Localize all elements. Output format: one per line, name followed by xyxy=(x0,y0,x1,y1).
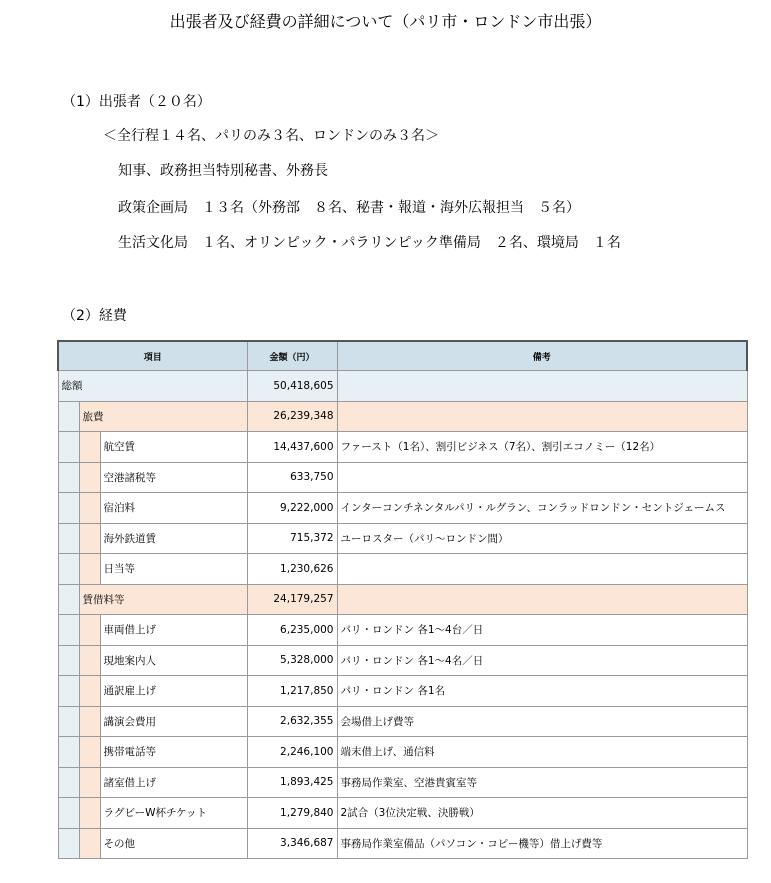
row-label: 車両借上げ xyxy=(100,615,247,646)
row-amount: 2,246,100 xyxy=(247,737,337,768)
indent-cell xyxy=(79,798,100,829)
header-note: 備考 xyxy=(337,341,747,371)
row-note: 事務局作業室備品（パソコン・コピー機等）借上げ費等 xyxy=(337,828,747,859)
table-row xyxy=(58,615,747,646)
indent-cell xyxy=(79,523,100,554)
row-amount: 1,230,626 xyxy=(247,554,337,585)
row-label: 宿泊料 xyxy=(100,493,247,524)
indent-cell xyxy=(79,828,100,859)
indent-cell xyxy=(79,615,100,646)
row-note: パリ・ロンドン 各1～4名／日 xyxy=(337,645,747,676)
travelers-line-3: 生活文化局 １名、オリンピック・パラリンピック準備局 ２名、環境局 １名 xyxy=(118,235,621,251)
indent-cell xyxy=(58,401,79,432)
table-row xyxy=(58,798,747,829)
table-row xyxy=(58,706,747,737)
section2-heading: （2）経費 xyxy=(62,308,127,324)
row-amount: 9,222,000 xyxy=(247,493,337,524)
indent-cell xyxy=(58,767,79,798)
row-amount: 6,235,000 xyxy=(247,615,337,646)
indent-cell xyxy=(79,462,100,493)
table-header-row xyxy=(58,341,747,371)
row-note: 端末借上げ、通信料 xyxy=(337,737,747,768)
row-amount: 14,437,600 xyxy=(247,432,337,463)
indent-cell xyxy=(58,554,79,585)
indent-cell xyxy=(58,737,79,768)
indent-cell xyxy=(58,676,79,707)
row-label: 空港諸税等 xyxy=(100,462,247,493)
indent-cell xyxy=(58,493,79,524)
table-row-group xyxy=(58,584,747,615)
row-note xyxy=(337,401,747,432)
row-note: 事務局作業室、空港貴賓室等 xyxy=(337,767,747,798)
indent-cell xyxy=(58,798,79,829)
indent-cell xyxy=(79,432,100,463)
row-note: ファースト（1名）、割引ビジネス（7名）、割引エコノミー（12名） xyxy=(337,432,747,463)
row-label: その他 xyxy=(100,828,247,859)
row-note: パリ・ロンドン 各1～4台／日 xyxy=(337,615,747,646)
table-row xyxy=(58,828,747,859)
table-row xyxy=(58,645,747,676)
table-row xyxy=(58,767,747,798)
indent-cell xyxy=(79,767,100,798)
row-amount: 633,750 xyxy=(247,462,337,493)
indent-cell xyxy=(79,676,100,707)
indent-cell xyxy=(58,523,79,554)
page-title: 出張者及び経費の詳細について（パリ市・ロンドン市出張） xyxy=(169,12,602,31)
expense-table xyxy=(57,340,748,859)
row-label: 日当等 xyxy=(100,554,247,585)
section1-heading: （1）出張者（２０名） xyxy=(62,94,211,110)
row-label: 現地案内人 xyxy=(100,645,247,676)
row-amount: 715,372 xyxy=(247,523,337,554)
header-amount: 金額（円） xyxy=(247,341,337,371)
header-item: 項目 xyxy=(58,341,247,371)
indent-cell xyxy=(58,462,79,493)
row-amount: 5,328,000 xyxy=(247,645,337,676)
row-amount: 24,179,257 xyxy=(247,584,337,615)
table-row xyxy=(58,554,747,585)
table-row xyxy=(58,493,747,524)
row-label: ラグビーW杯チケット xyxy=(100,798,247,829)
indent-cell xyxy=(58,828,79,859)
table-row-group xyxy=(58,401,747,432)
indent-cell xyxy=(79,645,100,676)
indent-cell xyxy=(79,706,100,737)
row-amount: 3,346,687 xyxy=(247,828,337,859)
travelers-line-1: 知事、政務担当特別秘書、外務長 xyxy=(118,163,328,179)
indent-cell xyxy=(58,706,79,737)
table-row-total xyxy=(58,371,747,402)
row-amount: 1,279,840 xyxy=(247,798,337,829)
row-note xyxy=(337,462,747,493)
indent-cell xyxy=(58,432,79,463)
row-label: 諸室借上げ xyxy=(100,767,247,798)
row-amount: 1,893,425 xyxy=(247,767,337,798)
row-amount: 1,217,850 xyxy=(247,676,337,707)
row-label: 海外鉄道賃 xyxy=(100,523,247,554)
row-note: ユーロスター（パリ～ロンドン間） xyxy=(337,523,747,554)
table-row xyxy=(58,523,747,554)
indent-cell xyxy=(58,584,79,615)
row-label: 携帯電話等 xyxy=(100,737,247,768)
row-note xyxy=(337,584,747,615)
row-note: パリ・ロンドン 各1名 xyxy=(337,676,747,707)
indent-cell xyxy=(79,737,100,768)
row-note: 会場借上げ費等 xyxy=(337,706,747,737)
row-label: 講演会費用 xyxy=(100,706,247,737)
row-amount: 26,239,348 xyxy=(247,401,337,432)
row-note xyxy=(337,554,747,585)
travelers-breakdown: ＜全行程１４名、パリのみ３名、ロンドンのみ３名＞ xyxy=(103,128,439,144)
indent-cell xyxy=(79,554,100,585)
indent-cell xyxy=(79,493,100,524)
row-label: 航空賃 xyxy=(100,432,247,463)
row-amount: 2,632,355 xyxy=(247,706,337,737)
row-amount: 50,418,605 xyxy=(247,371,337,402)
table-row xyxy=(58,432,747,463)
indent-cell xyxy=(58,615,79,646)
row-note: 2試合（3位決定戦、決勝戦） xyxy=(337,798,747,829)
travelers-line-2: 政策企画局 １３名（外務部 ８名、秘書・報道・海外広報担当 ５名） xyxy=(118,200,580,216)
row-note: インターコンチネンタルパリ・ルグラン、コンラッドロンドン・セントジェームス xyxy=(337,493,747,524)
table-row xyxy=(58,737,747,768)
row-label: 旅費 xyxy=(79,401,247,432)
row-label: 賃借料等 xyxy=(79,584,247,615)
indent-cell xyxy=(58,645,79,676)
table-row xyxy=(58,462,747,493)
row-note xyxy=(337,371,747,402)
row-label: 総額 xyxy=(58,371,247,402)
table-row xyxy=(58,676,747,707)
row-label: 通訳雇上げ xyxy=(100,676,247,707)
